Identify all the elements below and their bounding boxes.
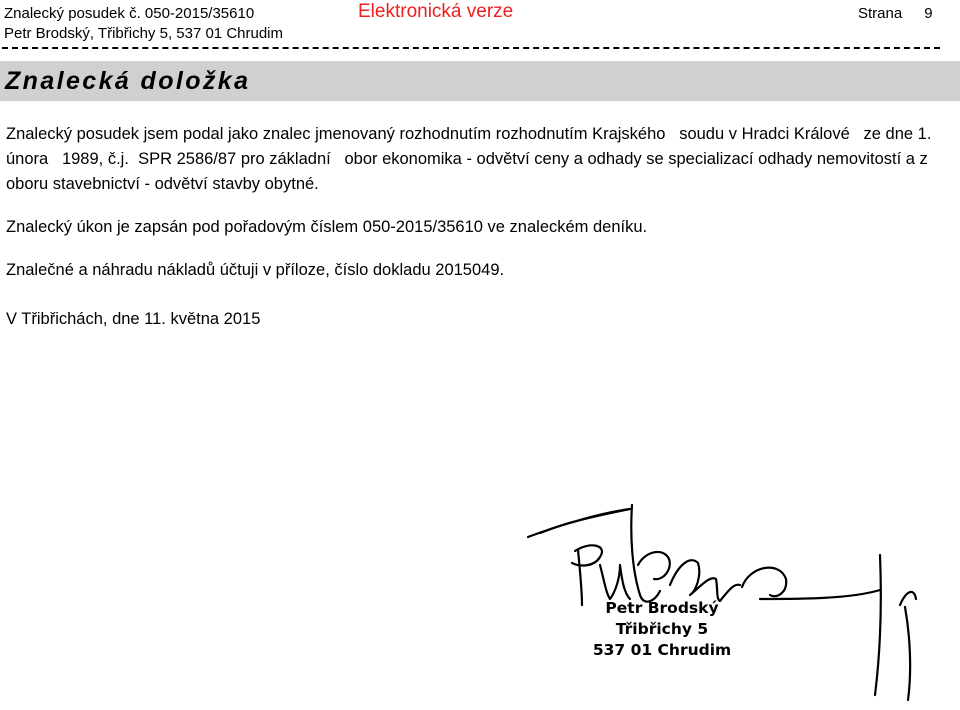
expert-clause: Znalecký posudek jsem podal jako znalec jmenovaný rozhodnutím rozhodnutím Krajského soudu v Hradci Králové ze dne 1. února 1989, č.j. SPR 2586/87 pro základní obor ekonomika - odvětví ceny a odhady se specializací odhady nemovitostí a z oboru stavebnictví - odvětví stavby obytné. bbox=[6, 125, 937, 193]
section-title: Znalecká doložka bbox=[5, 67, 251, 95]
signatory-name: Petr Brodský bbox=[605, 599, 719, 617]
signatory-city: 537 01 Chrudim bbox=[592, 641, 732, 659]
section-heading-band bbox=[0, 61, 960, 101]
place-date: V Třibřichách, dne 11. května 2015 bbox=[6, 310, 261, 328]
signatory-street: Třibřichy 5 bbox=[615, 620, 709, 638]
page-label: Strana bbox=[858, 5, 903, 22]
page-number: 9 bbox=[924, 5, 933, 22]
registry-clause: Znalecký úkon je zapsán pod pořadovým číslem 050-2015/35610 ve znaleckém deníku. bbox=[6, 218, 648, 236]
header-divider bbox=[2, 47, 940, 49]
fee-clause: Znalečné a náhradu nákladů účtuji v příloze, číslo dokladu 2015049. bbox=[6, 261, 505, 279]
page-indicator bbox=[858, 5, 933, 22]
header-left bbox=[4, 4, 283, 44]
author-line: Petr Brodský, Třibřichy 5, 537 01 Chrudim bbox=[4, 25, 284, 42]
signature-stamp bbox=[582, 598, 742, 661]
version-label: Elektronická verze bbox=[358, 1, 514, 22]
document-reference: Znalecký posudek č. 050-2015/35610 bbox=[4, 5, 255, 22]
